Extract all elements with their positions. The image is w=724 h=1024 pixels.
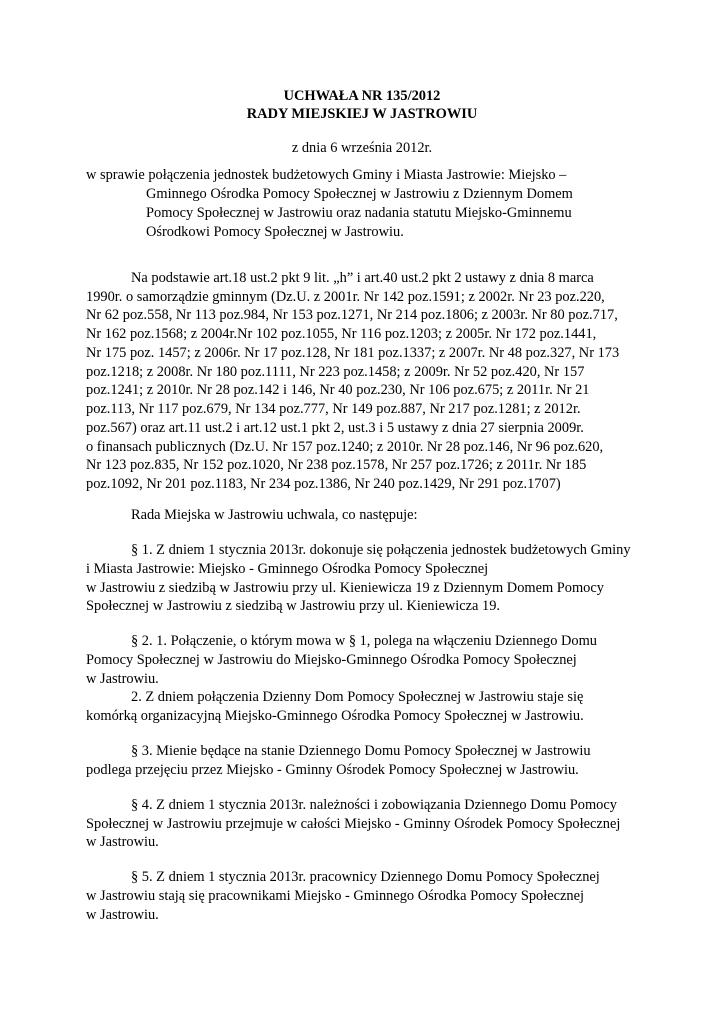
legal-basis-line: 1990r. o samorządzie gminnym (Dz.U. z 2001r. Nr 142 poz.1591; z 2002r. Nr 23 poz.220,	[86, 289, 605, 305]
section-line: i Miasta Jastrowie: Miejsko - Gminnego Ośrodka Pomocy Społecznej	[86, 561, 489, 577]
section-line: podlega przejęciu przez Miejsko - Gminny Ośrodek Pomocy Społecznej w Jastrowiu.	[86, 762, 579, 778]
legal-basis-line: Nr 123 poz.835, Nr 152 poz.1020, Nr 238 poz.1578, Nr 257 poz.1726; z 2011r. Nr 185	[86, 457, 587, 473]
section-line: 2. Z dniem połączenia Dzienny Dom Pomocy Społecznej w Jastrowiu staje się	[131, 689, 584, 705]
resolution-intro: Rada Miejska w Jastrowiu uchwala, co następuje:	[131, 507, 418, 523]
legal-basis-line: poz.1241; z 2010r. Nr 28 poz.142 i 146, Nr 40 poz.230, Nr 106 poz.675; z 2011r. Nr 21	[86, 382, 590, 398]
legal-basis-line: o finansach publicznych (Dz.U. Nr 157 poz.1240; z 2010r. Nr 28 poz.146, Nr 96 poz.620,	[86, 439, 604, 455]
section-line: Społecznej w Jastrowiu przejmuje w całości Miejsko - Gminny Ośrodek Pomocy Społecznej	[86, 816, 621, 832]
subject-line: Pomocy Społecznej w Jastrowiu oraz nadania statutu Miejsko-Gminnemu	[146, 205, 572, 221]
legal-basis-line: Nr 62 poz.558, Nr 113 poz.984, Nr 153 poz.1271, Nr 214 poz.1806; z 2003r. Nr 80 poz.717,	[86, 307, 618, 323]
legal-basis-line: poz.1092, Nr 201 poz.1183, Nr 234 poz.1386, Nr 240 poz.1429, Nr 291 poz.1707)	[86, 476, 561, 492]
subject-line: w sprawie połączenia jednostek budżetowych Gminy i Miasta Jastrowie: Miejsko –	[86, 167, 567, 183]
section-line: Społecznej w Jastrowiu z siedzibą w Jastrowiu przy ul. Kieniewicza 19.	[86, 598, 501, 614]
legal-basis-line: Nr 162 poz.1568; z 2004r.Nr 102 poz.1055, Nr 116 poz.1203; z 2005r. Nr 172 poz.1441,	[86, 326, 597, 342]
section-line: § 3. Mienie będące na stanie Dziennego Domu Pomocy Społecznej w Jastrowiu	[131, 743, 591, 759]
subject-line: Ośrodkowi Pomocy Społecznej w Jastrowiu.	[146, 224, 404, 240]
section-line: w Jastrowiu z siedzibą w Jastrowiu przy ul. Kieniewicza 19 z Dziennym Domem Pomocy	[86, 580, 604, 596]
section-line: § 4. Z dniem 1 stycznia 2013r. należności i zobowiązania Dziennego Domu Pomocy	[131, 797, 617, 813]
section-line: § 1. Z dniem 1 stycznia 2013r. dokonuje się połączenia jednostek budżetowych Gminy	[131, 542, 631, 558]
section-line: § 2. 1. Połączenie, o którym mowa w § 1, polega na włączeniu Dziennego Domu	[131, 633, 597, 649]
section-line: w Jastrowiu.	[86, 671, 159, 687]
subject-line: Gminnego Ośrodka Pomocy Społecznej w Jastrowiu z Dziennym Domem	[146, 186, 573, 202]
legal-basis-line: poz.113, Nr 117 poz.679, Nr 134 poz.777, Nr 149 poz.887, Nr 217 poz.1281; z 2012r.	[86, 401, 581, 417]
council-name: RADY MIEJSKIEJ W JASTROWIU	[246, 106, 478, 122]
section-line: w Jastrowiu stają się pracownikami Miejsko - Gminnego Ośrodka Pomocy Społecznej	[86, 888, 584, 904]
section-line: Pomocy Społecznej w Jastrowiu do Miejsko-Gminnego Ośrodka Pomocy Społecznej	[86, 652, 577, 668]
legal-basis-line: Na podstawie art.18 ust.2 pkt 9 lit. „h” i art.40 ust.2 pkt 2 ustawy z dnia 8 marca	[131, 270, 594, 286]
section-line: w Jastrowiu.	[86, 834, 159, 850]
legal-basis-line: poz.567) oraz art.11 ust.2 i art.12 ust.1 pkt 2, ust.3 i 5 ustawy z dnia 27 sierpnia 2009r.	[86, 420, 584, 436]
section-line: w Jastrowiu.	[86, 907, 159, 923]
section-line: § 5. Z dniem 1 stycznia 2013r. pracownicy Dziennego Domu Pomocy Społecznej	[131, 869, 600, 885]
legal-basis-line: poz.1218; z 2008r. Nr 180 poz.1111, Nr 223 poz.1458; z 2009r. Nr 52 poz.420, Nr 157	[86, 364, 585, 380]
legal-basis-line: Nr 175 poz. 1457; z 2006r. Nr 17 poz.128, Nr 181 poz.1337; z 2007r. Nr 48 poz.327, Nr 173	[86, 345, 620, 361]
resolution-title: UCHWAŁA NR 135/2012	[283, 88, 441, 104]
section-line: komórką organizacyjną Miejsko-Gminnego Ośrodka Pomocy Społecznej w Jastrowiu.	[86, 708, 584, 724]
resolution-date: z dnia 6 września 2012r.	[291, 140, 433, 156]
